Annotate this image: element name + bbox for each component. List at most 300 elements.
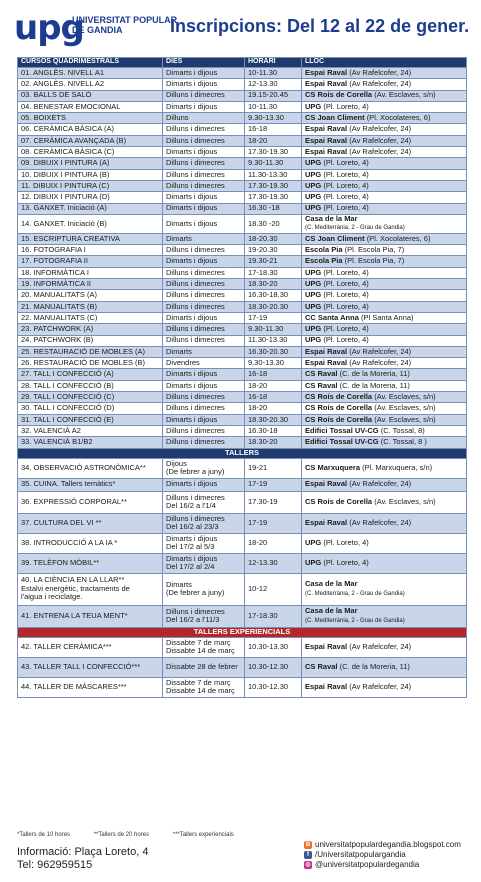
- place-cell: [302, 147, 467, 158]
- course-name: 28. TALL I CONFECCIÓ (B): [21, 380, 114, 390]
- course-name: 34. OBSERVACIÓ ASTRONÒMICA**: [21, 462, 146, 472]
- days: Dimarts i dijous: [166, 192, 218, 202]
- course-name: 11. DIBUIX I PINTURA (C): [21, 180, 110, 190]
- days-cell: [163, 637, 245, 657]
- days-cell: [163, 513, 245, 533]
- place-address: (Pl. Loreto, 4): [323, 180, 369, 190]
- place-name: UPG: [305, 192, 322, 202]
- place-name: CS Marxuquera: [305, 462, 361, 472]
- place-address: (C. Mediterrània, 2 - Grau de Gandia): [305, 590, 405, 597]
- table-row: [18, 214, 467, 233]
- course-cell: [18, 491, 163, 513]
- footnotes: [17, 832, 256, 838]
- table-row: [18, 279, 467, 290]
- hours-cell: [245, 491, 302, 513]
- hours: 19.15-20.45: [248, 90, 289, 100]
- days: Dilluns i dimecres: [166, 169, 225, 179]
- place-address: (Av Rafelcofer, 24): [349, 479, 412, 489]
- place-address: (C. de la Moreria, 11): [339, 380, 410, 390]
- place-address: (Av Rafelcofer, 24): [349, 346, 412, 356]
- course-cell: [18, 113, 163, 124]
- place-cell: [302, 267, 467, 278]
- hours: 9.30-13.30: [248, 113, 284, 123]
- days-range: Del 17/2 al 5/3: [166, 542, 215, 551]
- course-cell: [18, 279, 163, 290]
- hours-cell: [245, 214, 302, 233]
- days-cell: [163, 233, 245, 244]
- place-cell: [302, 79, 467, 90]
- table-row: [18, 301, 467, 312]
- table-row: [18, 358, 467, 369]
- table-row: [18, 369, 467, 380]
- col-header: HORARI: [245, 58, 302, 68]
- course-name: 38. INTRODUCCIÓ A LA IA *: [21, 537, 118, 547]
- hours-cell: [245, 380, 302, 391]
- days: Dimarts i dijous: [166, 101, 218, 111]
- course-name: 19. INFORMÀTICA II: [21, 278, 92, 288]
- place-address: (Pl. Loreto, 4): [323, 169, 369, 179]
- hours-cell: [245, 180, 302, 191]
- days-cell: [163, 380, 245, 391]
- course-name: 15. ESCRIPTURA CREATIVA: [21, 233, 120, 243]
- table-row: [18, 677, 467, 697]
- hours: 16-18: [248, 369, 268, 379]
- place-cell: [302, 245, 467, 256]
- course-cell: [18, 192, 163, 203]
- course-name: 10. DIBUIX I PINTURA (B): [21, 169, 110, 179]
- course-cell: [18, 369, 163, 380]
- days-range: (De febrer a juny): [166, 467, 225, 476]
- hours-cell: [245, 79, 302, 90]
- days: Dimarts i dijous: [166, 380, 218, 390]
- course-name: 41. ENTRENA LA TEUA MENT*: [21, 610, 128, 620]
- col-header: LLOC: [302, 58, 467, 68]
- place-cell: [302, 312, 467, 323]
- place-name: UPG: [305, 324, 322, 334]
- course-name: 13. GANXET. Iniciació (A): [21, 203, 107, 213]
- hours-cell: [245, 301, 302, 312]
- course-name: 06. CERÀMICA BÀSICA (A): [21, 124, 114, 134]
- course-name: 24. PATCHWORK (B): [21, 335, 94, 345]
- days: Dissabte 28 de febrer: [166, 661, 238, 671]
- table-row: [18, 90, 467, 101]
- place-cell: [302, 301, 467, 312]
- hours: 10-12: [248, 583, 268, 593]
- hours-cell: [245, 135, 302, 146]
- course-name: 29. TALL I CONFECCIÓ (C): [21, 391, 115, 401]
- days: Dissabte 7 de març: [166, 677, 231, 687]
- table-row: [18, 437, 467, 448]
- place-address: (Av. Esclaves, s/n): [374, 90, 436, 100]
- course-cell: [18, 203, 163, 214]
- courses-table: [17, 57, 467, 698]
- hours: 9.30-11.30: [248, 158, 284, 168]
- days: Dilluns i dimecres: [166, 324, 225, 334]
- place-address: (Av Rafelcofer, 24): [349, 146, 412, 156]
- place-name: Espai Raval: [305, 146, 348, 156]
- course-cell: [18, 79, 163, 90]
- hours: 18-20: [248, 380, 268, 390]
- place-address: (Pl. Loreto, 4): [323, 324, 369, 334]
- place-address: (Pl. Loreto, 4): [323, 278, 369, 288]
- hours-cell: [245, 68, 302, 79]
- course-cell: [18, 657, 163, 677]
- days-cell: [163, 180, 245, 191]
- days: Dilluns i dimecres: [166, 425, 225, 435]
- days-cell: [163, 290, 245, 301]
- place-cell: [302, 553, 467, 573]
- place-address: (Av Rafelcofer, 24): [349, 358, 412, 368]
- place-cell: [302, 256, 467, 267]
- course-cell: [18, 478, 163, 491]
- hours: 11.30-13.30: [248, 335, 288, 345]
- hours-cell: [245, 657, 302, 677]
- place-cell: [302, 113, 467, 124]
- days-cell: [163, 414, 245, 425]
- course-cell: [18, 414, 163, 425]
- place-cell: [302, 425, 467, 436]
- table-row: [18, 553, 467, 573]
- days: Dilluns i dimecres: [166, 403, 225, 413]
- place-name: Espai Raval: [305, 124, 348, 134]
- place-name: CS Raval: [305, 369, 338, 379]
- course-cell: [18, 335, 163, 346]
- hours-cell: [245, 245, 302, 256]
- hours: 16.30-20.30: [248, 346, 289, 356]
- course-cell: [18, 346, 163, 357]
- footnote: *Tallers de 10 hores: [17, 832, 71, 838]
- place-address: (Av. Esclaves, s/n): [374, 496, 436, 506]
- hours-cell: [245, 203, 302, 214]
- place-cell: [302, 491, 467, 513]
- place-cell: [302, 203, 467, 214]
- place-name: UPG: [305, 301, 322, 311]
- days: Dimarts i dijous: [166, 553, 218, 563]
- place-address: (Pl. Loreto, 4): [323, 290, 369, 300]
- hours: 17.30-19.30: [248, 192, 289, 202]
- course-cell: [18, 124, 163, 135]
- course-name: 04. BENESTAR EMOCIONAL: [21, 101, 121, 111]
- blog-link[interactable]: [304, 840, 461, 850]
- days: Dilluns i dimecres: [166, 335, 225, 345]
- table-row: [18, 245, 467, 256]
- place-name: UPG: [305, 278, 322, 288]
- hours-cell: [245, 290, 302, 301]
- course-name: 27. TALL I CONFECCIÓ (A): [21, 369, 114, 379]
- place-name: Espai Raval: [305, 681, 348, 691]
- table-row: [18, 458, 467, 478]
- days-cell: [163, 335, 245, 346]
- place-name: CS Joan Climent: [305, 113, 365, 123]
- table-row: [18, 346, 467, 357]
- course-cell: [18, 267, 163, 278]
- place-address: (C. de la Moreria, 11): [339, 369, 410, 379]
- course-cell: [18, 553, 163, 573]
- place-name: CC Santa Anna: [305, 312, 359, 322]
- course-cell: [18, 358, 163, 369]
- days-range: Del 16/2 a l'11/3: [166, 615, 220, 624]
- days-cell: [163, 605, 245, 627]
- logo-line1: UNIVERSITAT POPULAR: [72, 15, 178, 25]
- place-address: (Av Rafelcofer, 24): [349, 681, 412, 691]
- course-name: 23. PATCHWORK (A): [21, 324, 94, 334]
- table-row: [18, 573, 467, 605]
- course-name: 03. BALLS DE SALÓ: [21, 90, 92, 100]
- days: Dimarts: [166, 233, 192, 243]
- place-cell: [302, 68, 467, 79]
- days: Dilluns i dimecres: [166, 513, 225, 523]
- course-cell: [18, 605, 163, 627]
- place-cell: [302, 290, 467, 301]
- place-name: Escola Pia: [305, 245, 343, 255]
- place-name: Espai Raval: [305, 79, 348, 89]
- place-cell: [302, 513, 467, 533]
- days-cell: [163, 169, 245, 180]
- place-address: (Pl. Loreto, 4): [323, 301, 369, 311]
- place-name: CS Joan Climent: [305, 233, 365, 243]
- days-cell: [163, 491, 245, 513]
- days: Dijous: [166, 458, 187, 468]
- place-name: UPG: [305, 537, 322, 547]
- place-name: Espai Raval: [305, 358, 348, 368]
- place-address: (C. de la Moreria, 11): [339, 661, 410, 671]
- place-address: (Pl Santa Anna): [361, 312, 414, 322]
- days-range: (De febrer a juny): [166, 588, 225, 597]
- place-address: (Pl. Loreto, 4): [323, 203, 369, 213]
- logo-line2: DE GANDIA: [72, 25, 123, 35]
- table-row: [18, 147, 467, 158]
- days: Dimarts i dijous: [166, 79, 218, 89]
- course-name: 33. VALENCIÀ B1/B2: [21, 437, 93, 447]
- days: Dilluns i dimecres: [166, 267, 225, 277]
- table-row: [18, 425, 467, 436]
- place-cell: [302, 677, 467, 697]
- course-name: 07. CERÀMICA AVANÇADA (B): [21, 135, 127, 145]
- days-cell: [163, 346, 245, 357]
- hours-cell: [245, 369, 302, 380]
- course-cell: [18, 135, 163, 146]
- place-address: (Pl. Loreto, 4): [323, 101, 369, 111]
- days-range: Del 16/2 al 23/3: [166, 522, 219, 531]
- days-cell: [163, 324, 245, 335]
- place-name: Edifici Tossal UV-CG: [305, 425, 379, 435]
- days-cell: [163, 392, 245, 403]
- days-cell: [163, 458, 245, 478]
- course-name: 21. MANUALITATS (B): [21, 301, 97, 311]
- place-name: UPG: [305, 203, 322, 213]
- place-name: Casa de la Mar: [305, 606, 358, 615]
- course-cell: [18, 324, 163, 335]
- hours-cell: [245, 335, 302, 346]
- days: Dissabte 7 de març: [166, 637, 231, 647]
- days: Dimarts i dijous: [166, 203, 218, 213]
- course-name: 09. DIBUIX I PINTURA (A): [21, 158, 110, 168]
- section-title: TALLERS: [18, 448, 467, 458]
- table-row: [18, 113, 467, 124]
- hours-cell: [245, 478, 302, 491]
- place-address: (Pl. Loreto, 4): [323, 158, 369, 168]
- course-cell: [18, 233, 163, 244]
- course-cell: [18, 677, 163, 697]
- hours: 17.30-19.30: [248, 146, 289, 156]
- days-cell: [163, 124, 245, 135]
- table-row: [18, 233, 467, 244]
- days: Dimarts i dijous: [166, 312, 218, 322]
- place-address: (Pl. Loreto, 4): [323, 335, 369, 345]
- hours-cell: [245, 533, 302, 553]
- place-cell: [302, 533, 467, 553]
- info-address: Informació: Plaça Loreto, 4: [17, 846, 149, 858]
- table-row: [18, 657, 467, 677]
- table-row: [18, 605, 467, 627]
- table-row: [18, 68, 467, 79]
- hours-cell: [245, 192, 302, 203]
- hours-cell: [245, 637, 302, 657]
- place-name: CS Roís de Corella: [305, 403, 373, 413]
- hours-cell: [245, 147, 302, 158]
- table-row: [18, 335, 467, 346]
- days-cell: [163, 312, 245, 323]
- hours-cell: [245, 605, 302, 627]
- hours-cell: [245, 90, 302, 101]
- hours: 18.30-20: [248, 437, 278, 447]
- instagram-link[interactable]: [304, 860, 461, 870]
- course-cell: [18, 214, 163, 233]
- place-cell: [302, 458, 467, 478]
- days-cell: [163, 214, 245, 233]
- facebook-link[interactable]: [304, 850, 461, 860]
- days-cell: [163, 147, 245, 158]
- hours-cell: [245, 403, 302, 414]
- info-phone: Tel: 962959515: [17, 859, 93, 871]
- days-cell: [163, 573, 245, 605]
- days: Divendres: [166, 358, 200, 368]
- place-cell: [302, 346, 467, 357]
- place-name: CS Roís de Corella: [305, 90, 373, 100]
- days-cell: [163, 203, 245, 214]
- place-name: UPG: [305, 267, 322, 277]
- days-cell: [163, 192, 245, 203]
- instagram-icon: ◎: [305, 862, 311, 868]
- hours: 19-21: [248, 462, 268, 472]
- hours-cell: [245, 169, 302, 180]
- place-name: CS Roís de Corella: [305, 414, 373, 424]
- course-cell: [18, 290, 163, 301]
- days: Dimarts i dijous: [166, 479, 218, 489]
- hours: 18-20: [248, 403, 268, 413]
- place-cell: [302, 605, 467, 627]
- place-name: CS Raval: [305, 380, 338, 390]
- place-cell: [302, 324, 467, 335]
- section-row: [18, 627, 467, 637]
- hours-cell: [245, 414, 302, 425]
- hours: 18-20.30: [248, 233, 278, 243]
- instagram-text: @universitatpopulardegandia: [315, 860, 420, 869]
- table-row: [18, 513, 467, 533]
- hours-cell: [245, 458, 302, 478]
- course-name: 22. MANUALITATS (C): [21, 312, 98, 322]
- header: [0, 0, 481, 56]
- section-row: [18, 448, 467, 458]
- days: Dilluns i dimecres: [166, 245, 225, 255]
- place-cell: [302, 657, 467, 677]
- page-title: Inscripcions: Del 12 al 22 de gener.: [170, 16, 470, 36]
- hours-cell: [245, 437, 302, 448]
- place-cell: [302, 335, 467, 346]
- days: Dilluns i dimecres: [166, 158, 225, 168]
- table-row: [18, 533, 467, 553]
- place-name: Casa de la Mar: [305, 579, 358, 588]
- place-cell: [302, 403, 467, 414]
- hours: 10.30-12.30: [248, 681, 289, 691]
- course-cell: [18, 301, 163, 312]
- course-name: 43. TALLER TALL I CONFECCIÓ***: [21, 661, 141, 671]
- place-address: (Av Rafelcofer, 24): [349, 79, 412, 89]
- days: Dilluns i dimecres: [166, 437, 225, 447]
- days: Dilluns i dimecres: [166, 90, 225, 100]
- table-row: [18, 414, 467, 425]
- course-name: 37. CULTURA DEL VI **: [21, 517, 102, 527]
- hours-cell: [245, 312, 302, 323]
- hours: 17.30-19: [248, 496, 278, 506]
- days-cell: [163, 553, 245, 573]
- blogger-icon: B: [305, 842, 311, 848]
- place-cell: [302, 158, 467, 169]
- hours-cell: [245, 279, 302, 290]
- place-address: (Pl. Xocolateres, 6): [366, 113, 431, 123]
- place-name: UPG: [305, 169, 322, 179]
- hours-cell: [245, 267, 302, 278]
- hours-cell: [245, 392, 302, 403]
- hours-cell: [245, 256, 302, 267]
- hours: 17-19: [248, 479, 268, 489]
- place-address: (C. Tossal, 8 ): [380, 437, 427, 447]
- course-cell: [18, 90, 163, 101]
- days-cell: [163, 113, 245, 124]
- course-cell: [18, 101, 163, 112]
- days-cell: [163, 358, 245, 369]
- course-cell: [18, 392, 163, 403]
- course-name: 32. VALENCIÀ A2: [21, 425, 81, 435]
- place-name: CS Roís de Corella: [305, 391, 373, 401]
- hours: 16-18: [248, 391, 268, 401]
- place-name: UPG: [305, 290, 322, 300]
- days: Dimarts i dijous: [166, 256, 218, 266]
- table-header: [18, 58, 467, 68]
- place-address: (Av. Esclaves, s/n): [374, 403, 436, 413]
- hours: 10-11.30: [248, 67, 278, 77]
- place-cell: [302, 369, 467, 380]
- place-address: (Pl. Loreto, 4): [323, 267, 369, 277]
- days-cell: [163, 267, 245, 278]
- course-cell: [18, 513, 163, 533]
- hours: 16.30 -18: [248, 203, 280, 213]
- logo-text: [72, 15, 177, 35]
- days: Dilluns i dimecres: [166, 606, 225, 616]
- days: Dimarts i dijous: [166, 67, 218, 77]
- place-cell: [302, 101, 467, 112]
- table-row: [18, 124, 467, 135]
- table-row: [18, 135, 467, 146]
- table-row: [18, 79, 467, 90]
- course-cell: [18, 312, 163, 323]
- days-cell: [163, 79, 245, 90]
- course-name: 35. CUINA. Tallers temàtics*: [21, 479, 116, 489]
- hours-cell: [245, 158, 302, 169]
- place-address: (Av. Esclaves, s/n): [374, 391, 436, 401]
- hours: 10.30-12.30: [248, 661, 289, 671]
- table-row: [18, 256, 467, 267]
